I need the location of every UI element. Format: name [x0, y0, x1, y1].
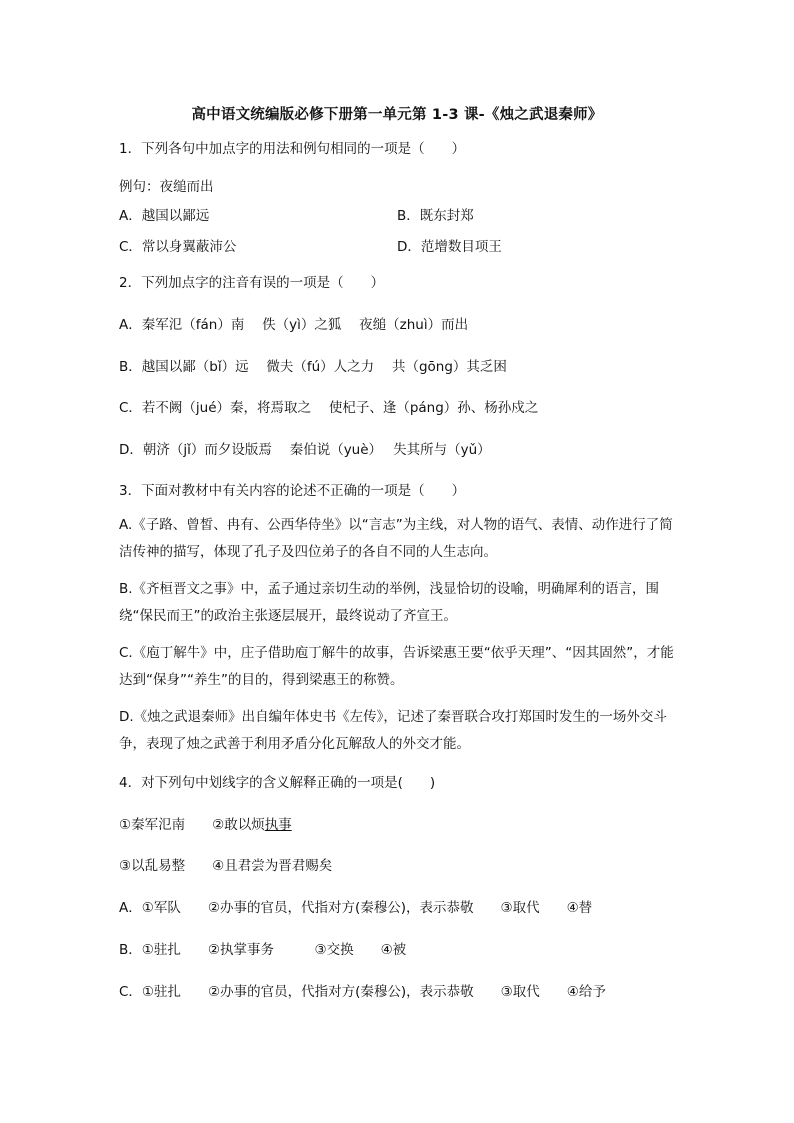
document-title: 高中语文统编版必修下册第一单元第 1-3 课-《烛之武退秦师》: [191, 107, 603, 123]
q4-sentences-2: ③以乱易整 ④且君尝为晋君赐矣: [119, 858, 333, 874]
q2-option-b: B．越国以鄙（bǐ）远 微夫（fú）人之力 共（gōng）其乏困: [119, 359, 507, 375]
q4-underlined-word: 执事: [264, 817, 292, 833]
q1-option-b: B．既东封郑: [397, 208, 474, 224]
q1-example: 例句：夜缒而出: [119, 179, 214, 195]
q3-option-d: D.《烛之武退秦师》出自编年体史书《左传》，记述了秦晋联合攻打郑国时发生的一场外交斗争，表现了烛之武善于利用矛盾分化瓦解敌人的外交才能。: [119, 709, 667, 752]
q2-option-c: C．若不阙（jué）秦，将焉取之 使杞子、逢（páng）孙、杨孙戍之: [119, 400, 539, 416]
q3-option-a: A.《子路、曾皙、冉有、公西华侍坐》以“言志”为主线，对人物的语气、表情、动作进行了简洁传神的描写，体现了孔子及四位弟子的各自不同的人生志向。: [119, 517, 673, 560]
q3-option-c: C.《庖丁解牛》中，庄子借助庖丁解牛的故事，告诉梁惠王要“依乎天理”、“因其固然”，才能达到“保身”“养生”的目的，得到梁惠王的称赞。: [119, 645, 674, 688]
q2-stem: 2．下列加点字的注音有误的一项是（ ）: [119, 275, 385, 291]
q4-sentences-1-text: ①秦军氾南 ②敢以烦: [119, 817, 265, 833]
q2-option-d: D．朝济（jǐ）而夕设版焉 秦伯说（yuè） 失其所与（yǔ）: [119, 442, 491, 458]
q3-option-b: B.《齐桓晋文之事》中，孟子通过亲切生动的举例，浅显恰切的设喻，明确犀利的语言，围绕“保民而王”的政治主张逐层展开，最终说动了齐宣王。: [119, 581, 660, 624]
q4-option-b: B．①驻扎 ②执掌事务 ③交换 ④被: [119, 942, 407, 958]
q3-stem: 3．下面对教材中有关内容的论述不正确的一项是（ ）: [119, 483, 466, 499]
q4-sentences-1: [119, 816, 292, 834]
q4-option-c: C．①驻扎 ②办事的官员，代指对方(秦穆公)，表示恭敬 ③取代 ④给予: [119, 984, 606, 1000]
q4-option-a: A．①军队 ②办事的官员，代指对方(秦穆公)，表示恭敬 ③取代 ④替: [119, 900, 593, 916]
q1-stem: 1．下列各句中加点字的用法和例句相同的一项是（ ）: [119, 141, 466, 157]
q2-option-a: A．秦军氾（fán）南 佚（yì）之狐 夜缒（zhuì）而出: [119, 317, 469, 333]
q4-stem: 4．对下列句中划线字的含义解释正确的一项是( ): [119, 775, 436, 791]
q1-option-a: A．越国以鄙远: [119, 208, 210, 224]
q1-option-d: D．范增数目项王: [397, 239, 502, 255]
q1-option-c: C．常以身翼蔽沛公: [119, 239, 237, 255]
